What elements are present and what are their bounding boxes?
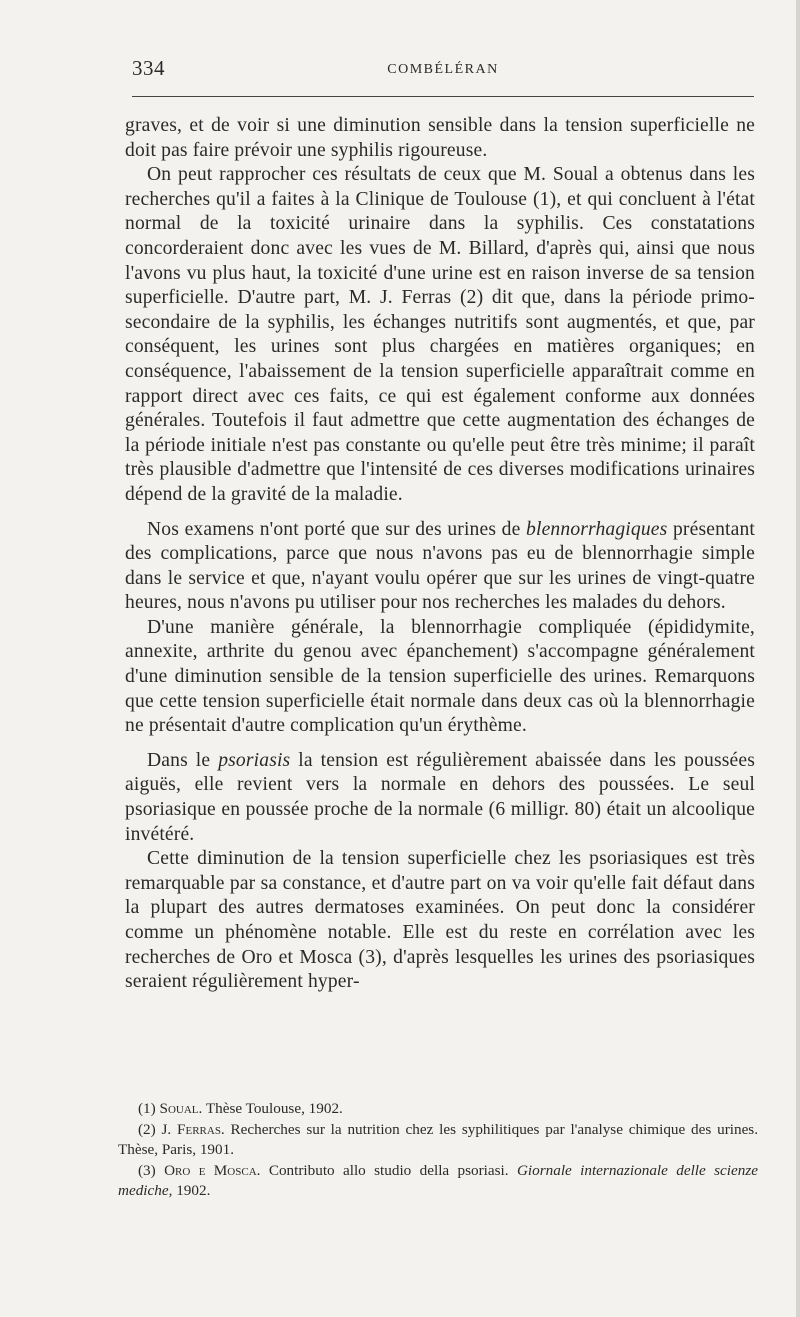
footnotes <box>118 1099 758 1202</box>
journal-title: Giornale internazionale delle scienze mediche <box>118 1161 758 1199</box>
footnote-author: Soual. <box>159 1100 203 1117</box>
running-title: COMBÉLÉRAN <box>387 62 499 77</box>
paragraph: Cette diminution de la tension superficielle chez les psoriasiques est très remarquable par sa constance, et d'autre part on va voir qu'elle fait défaut dans la plupart des autres dermatoses examinées. On peut donc la considérer comme un phénomène notable. Elle est du reste en corrélation avec les recherches de Oro et Mosca (3), d'après lesquelles les urines des psoriasiques seraient régulièrement hyper- <box>125 848 755 993</box>
footnote-author: Oro e Mosca. <box>164 1161 261 1179</box>
paragraph: On peut rapprocher ces résultats de ceux que M. Soual a obtenus dans les recherches qu'il a faites à la Clinique de Toulouse (1), et qui concluent à l'état normal de la toxicité urinaire dans la syphilis. Ces constatations concorderaient donc avec les vues de M. Billard, d'après qui, ainsi que nous l'avons vu plus haut, la toxicité d'une urine est en raison inverse de sa tension superficielle. D'autre part, M. J. Ferras (2) dit que, dans la période primo-secondaire de la syphilis, les échanges nutritifs sont augmentés, et que, par conséquent, les urines sont plus chargées en matières organiques; en conséquence, l'abaissement de la tension superficielle apparaîtrait comme en rapport direct avec ces faits, ce qui est également conforme aux données générales. Toutefois il faut admettre que cette augmentation des échanges de la période initiale n'est pas constante ou qu'elle peut être très minime; il paraît très plausible d'admettre que l'intensité de ces diverses modifications urinaires dépend de la gravité de la maladie. <box>125 164 755 505</box>
paragraph-text: présentant des complications, parce que nous n'avons pas eu de blennorrhagie simple dans le service et que, n'ayant voulu opérer que sur les urines de vingt-quatre heures, nous n'avons pu utiliser pour nos recherches les malades du dehors. <box>125 518 755 614</box>
footnote-text: Contributo allo studio della psoriasi. <box>260 1161 517 1179</box>
footnote-text: Thèse Toulouse, 1902. <box>202 1100 343 1117</box>
body-text <box>125 114 755 995</box>
italic-term: psoriasis <box>218 749 291 771</box>
footnote-text: Recherches sur la nutrition chez les syphilitiques par l'analyse chimique des urines. Thèse, Paris, 1901. <box>118 1120 759 1158</box>
footnote-number: (1) <box>138 1100 156 1117</box>
page-number: 334 <box>132 56 165 80</box>
footnote <box>118 1099 758 1120</box>
footnote-number: (3) <box>138 1161 156 1179</box>
running-head <box>132 56 754 86</box>
footnote-author: Ferras. <box>177 1120 225 1138</box>
italic-term: blennorrhagiques <box>526 518 668 540</box>
page-edge <box>796 0 800 1317</box>
paragraph-text: Nos examens n'ont porté que sur des urines de <box>147 518 527 540</box>
footnote <box>118 1161 758 1202</box>
footnote <box>118 1120 758 1161</box>
paragraph: D'une manière générale, la blennorrhagie compliquée (épididymite, annexite, arthrite du genou avec épanchement) s'accompagne généralement d'une diminution sensible de la tension superficielle des urines. Remarquons que cette tension superficielle était normale dans deux cas où la blennorrhagie ne présentait d'autre complication qu'un érythème. <box>125 616 755 737</box>
header-rule <box>132 96 754 97</box>
footnote-text: , 1902. <box>168 1182 211 1199</box>
footnote-number: (2) J. <box>138 1120 172 1138</box>
paragraph <box>125 518 755 616</box>
paragraph <box>125 749 755 847</box>
paragraph-text: la tension est régulièrement abaissée dans les poussées aiguës, elle revient vers la normale en dehors des poussées. Le seul psoriasique en poussée proche de la normale (6 milligr. 80) était un alcoolique invétéré. <box>125 749 756 845</box>
paragraph: graves, et de voir si une diminution sensible dans la tension superficielle ne doit pas faire prévoir une syphilis rigoureuse. <box>125 115 755 161</box>
paragraph-text: Dans le <box>147 749 219 771</box>
